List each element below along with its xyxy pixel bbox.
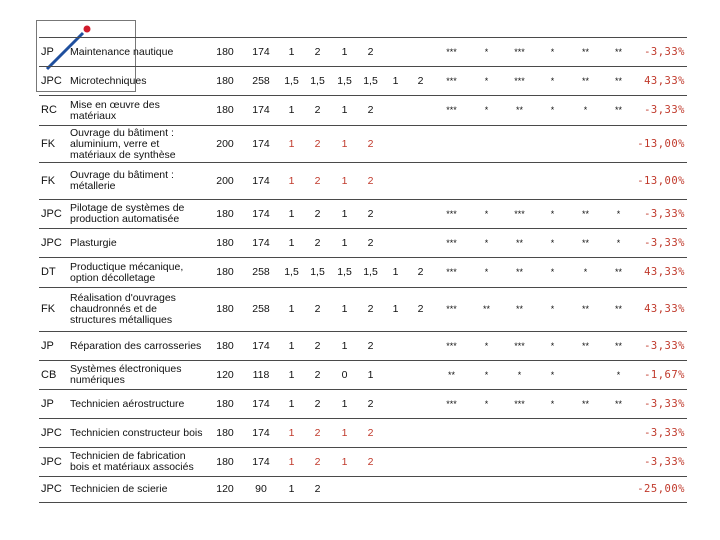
row-rating-2 xyxy=(470,419,503,448)
row-coef-3: 1 xyxy=(331,229,358,258)
row-rating-1 xyxy=(433,126,470,163)
row-rating-6: * xyxy=(602,229,635,258)
row-coef-1: 1 xyxy=(279,448,304,477)
row-rating-2: * xyxy=(470,361,503,390)
row-name: Technicien constructeur bois xyxy=(70,419,207,448)
row-rating-2: * xyxy=(470,229,503,258)
row-coef-1: 1 xyxy=(279,332,304,361)
row-rating-5 xyxy=(569,448,602,477)
row-coef-2: 2 xyxy=(304,332,331,361)
row-rating-6: ** xyxy=(602,96,635,126)
row-coef-4: 2 xyxy=(358,96,383,126)
row-name: Maintenance nautique xyxy=(70,38,207,67)
row-rating-2: * xyxy=(470,258,503,288)
table-body xyxy=(39,38,687,503)
table-row xyxy=(39,288,687,332)
row-rating-4 xyxy=(536,477,569,503)
row-coef-1: 1 xyxy=(279,419,304,448)
row-rating-3 xyxy=(503,126,536,163)
table-row xyxy=(39,163,687,200)
row-percent-change: 43,33% xyxy=(635,258,687,288)
row-hours-b: 258 xyxy=(243,288,279,332)
row-coef-3: 1 xyxy=(331,163,358,200)
row-code: JPC xyxy=(39,419,70,448)
row-coef-6: 2 xyxy=(408,67,433,96)
row-coef-3: 1,5 xyxy=(331,67,358,96)
row-rating-4: * xyxy=(536,38,569,67)
row-coef-1: 1,5 xyxy=(279,258,304,288)
row-rating-5 xyxy=(569,361,602,390)
row-coef-1: 1 xyxy=(279,229,304,258)
row-rating-4 xyxy=(536,419,569,448)
row-code: JPC xyxy=(39,67,70,96)
row-code: JP xyxy=(39,332,70,361)
row-hours-b: 118 xyxy=(243,361,279,390)
row-rating-5: * xyxy=(569,258,602,288)
row-rating-4: * xyxy=(536,67,569,96)
row-coef-6: 2 xyxy=(408,258,433,288)
row-coef-2: 1,5 xyxy=(304,67,331,96)
row-percent-change: -3,33% xyxy=(635,390,687,419)
row-coef-4: 2 xyxy=(358,332,383,361)
row-coef-1: 1,5 xyxy=(279,67,304,96)
row-coef-1: 1 xyxy=(279,288,304,332)
table-row xyxy=(39,126,687,163)
row-rating-1: *** xyxy=(433,229,470,258)
row-rating-5 xyxy=(569,126,602,163)
row-coef-3: 1 xyxy=(331,419,358,448)
row-coef-1: 1 xyxy=(279,390,304,419)
row-rating-1: *** xyxy=(433,332,470,361)
row-hours-a: 120 xyxy=(207,477,243,503)
row-rating-3: ** xyxy=(503,288,536,332)
row-percent-change: -3,33% xyxy=(635,332,687,361)
row-percent-change: -3,33% xyxy=(635,96,687,126)
row-rating-6: ** xyxy=(602,390,635,419)
row-coef-3: 1 xyxy=(331,200,358,229)
row-name: Mise en œuvre des matériaux xyxy=(70,96,207,126)
row-coef-6 xyxy=(408,126,433,163)
row-name: Technicien de scierie xyxy=(70,477,207,503)
row-rating-4 xyxy=(536,126,569,163)
row-rating-3: *** xyxy=(503,200,536,229)
row-percent-change: 43,33% xyxy=(635,288,687,332)
row-rating-5: ** xyxy=(569,200,602,229)
row-rating-1: *** xyxy=(433,288,470,332)
row-code: JPC xyxy=(39,448,70,477)
row-coef-3: 1 xyxy=(331,288,358,332)
row-coef-6 xyxy=(408,390,433,419)
row-rating-3: ** xyxy=(503,229,536,258)
row-name: Technicien aérostructure xyxy=(70,390,207,419)
row-rating-2 xyxy=(470,477,503,503)
row-coef-2: 2 xyxy=(304,390,331,419)
row-percent-change: -3,33% xyxy=(635,200,687,229)
row-coef-3: 1,5 xyxy=(331,258,358,288)
row-coef-4: 1,5 xyxy=(358,258,383,288)
row-rating-1: *** xyxy=(433,200,470,229)
row-coef-2: 2 xyxy=(304,288,331,332)
row-coef-1: 1 xyxy=(279,126,304,163)
row-coef-2: 2 xyxy=(304,126,331,163)
row-percent-change: -3,33% xyxy=(635,419,687,448)
row-coef-6 xyxy=(408,163,433,200)
row-hours-a: 180 xyxy=(207,229,243,258)
row-rating-6: ** xyxy=(602,38,635,67)
row-rating-1: *** xyxy=(433,38,470,67)
row-code: FK xyxy=(39,288,70,332)
row-rating-6 xyxy=(602,126,635,163)
table-row xyxy=(39,477,687,503)
row-rating-6: * xyxy=(602,200,635,229)
row-code: CB xyxy=(39,361,70,390)
row-coef-5 xyxy=(383,126,408,163)
row-hours-b: 90 xyxy=(243,477,279,503)
table-row xyxy=(39,419,687,448)
row-hours-a: 180 xyxy=(207,200,243,229)
row-rating-4: * xyxy=(536,288,569,332)
row-rating-1 xyxy=(433,163,470,200)
row-hours-b: 174 xyxy=(243,390,279,419)
row-coef-1: 1 xyxy=(279,96,304,126)
row-hours-a: 200 xyxy=(207,126,243,163)
row-coef-4: 2 xyxy=(358,200,383,229)
row-coef-4: 1,5 xyxy=(358,67,383,96)
row-rating-4: * xyxy=(536,361,569,390)
row-hours-b: 174 xyxy=(243,229,279,258)
row-percent-change: -3,33% xyxy=(635,229,687,258)
row-rating-5: ** xyxy=(569,332,602,361)
row-percent-change: -1,67% xyxy=(635,361,687,390)
row-rating-3: *** xyxy=(503,332,536,361)
row-rating-1: *** xyxy=(433,258,470,288)
row-name: Productique mécanique, option décolletage xyxy=(70,258,207,288)
row-coef-6 xyxy=(408,200,433,229)
row-coef-6 xyxy=(408,419,433,448)
row-hours-a: 180 xyxy=(207,96,243,126)
row-rating-1 xyxy=(433,477,470,503)
row-coef-4: 2 xyxy=(358,126,383,163)
table-row xyxy=(39,67,687,96)
row-rating-3: *** xyxy=(503,67,536,96)
row-coef-1: 1 xyxy=(279,477,304,503)
row-percent-change: -13,00% xyxy=(635,163,687,200)
row-coef-4: 1 xyxy=(358,361,383,390)
row-rating-1: *** xyxy=(433,390,470,419)
row-rating-3: ** xyxy=(503,96,536,126)
row-coef-4: 2 xyxy=(358,163,383,200)
row-rating-2: * xyxy=(470,67,503,96)
row-rating-6 xyxy=(602,477,635,503)
row-rating-5: ** xyxy=(569,288,602,332)
row-hours-a: 180 xyxy=(207,38,243,67)
row-rating-3 xyxy=(503,448,536,477)
row-rating-5 xyxy=(569,163,602,200)
row-rating-2: * xyxy=(470,200,503,229)
row-rating-3: *** xyxy=(503,38,536,67)
row-rating-3: * xyxy=(503,361,536,390)
table-row xyxy=(39,96,687,126)
row-coef-2: 2 xyxy=(304,419,331,448)
row-coef-1: 1 xyxy=(279,200,304,229)
row-hours-b: 258 xyxy=(243,67,279,96)
row-coef-5 xyxy=(383,448,408,477)
row-coef-6 xyxy=(408,38,433,67)
row-name: Ouvrage du bâtiment : métallerie xyxy=(70,163,207,200)
row-rating-4 xyxy=(536,163,569,200)
row-coef-5: 1 xyxy=(383,288,408,332)
row-coef-6 xyxy=(408,448,433,477)
row-rating-5 xyxy=(569,419,602,448)
row-hours-a: 180 xyxy=(207,67,243,96)
row-rating-4: * xyxy=(536,96,569,126)
row-rating-5: ** xyxy=(569,229,602,258)
row-coef-3: 1 xyxy=(331,126,358,163)
row-rating-4: * xyxy=(536,332,569,361)
row-rating-1 xyxy=(433,419,470,448)
row-code: JPC xyxy=(39,200,70,229)
row-rating-1: *** xyxy=(433,67,470,96)
row-coef-2: 2 xyxy=(304,477,331,503)
row-coef-2: 2 xyxy=(304,361,331,390)
row-hours-a: 180 xyxy=(207,448,243,477)
row-coef-1: 1 xyxy=(279,38,304,67)
row-coef-2: 2 xyxy=(304,163,331,200)
row-code: JPC xyxy=(39,477,70,503)
row-rating-6: ** xyxy=(602,67,635,96)
row-coef-4: 2 xyxy=(358,419,383,448)
row-code: RC xyxy=(39,96,70,126)
row-name: Réparation des carrosseries xyxy=(70,332,207,361)
row-rating-6 xyxy=(602,419,635,448)
row-coef-4: 2 xyxy=(358,288,383,332)
row-coef-2: 2 xyxy=(304,96,331,126)
row-hours-a: 120 xyxy=(207,361,243,390)
table-row xyxy=(39,448,687,477)
row-coef-5: 1 xyxy=(383,67,408,96)
diplomas-table xyxy=(39,37,687,503)
row-hours-b: 174 xyxy=(243,96,279,126)
row-coef-5 xyxy=(383,332,408,361)
row-hours-a: 180 xyxy=(207,332,243,361)
row-hours-b: 174 xyxy=(243,163,279,200)
row-code: FK xyxy=(39,163,70,200)
row-rating-6: ** xyxy=(602,258,635,288)
row-rating-4: * xyxy=(536,258,569,288)
row-coef-5 xyxy=(383,163,408,200)
row-percent-change: -3,33% xyxy=(635,448,687,477)
row-coef-3: 1 xyxy=(331,38,358,67)
row-hours-a: 200 xyxy=(207,163,243,200)
table-row xyxy=(39,200,687,229)
row-hours-a: 180 xyxy=(207,258,243,288)
row-code: DT xyxy=(39,258,70,288)
row-coef-6: 2 xyxy=(408,288,433,332)
row-rating-5: ** xyxy=(569,390,602,419)
row-rating-6: ** xyxy=(602,288,635,332)
row-rating-5: ** xyxy=(569,38,602,67)
row-coef-5 xyxy=(383,419,408,448)
table-row xyxy=(39,332,687,361)
row-name: Systèmes électroniques numériques xyxy=(70,361,207,390)
row-name: Pilotage de systèmes de production automatisée xyxy=(70,200,207,229)
row-coef-5 xyxy=(383,477,408,503)
row-rating-2: * xyxy=(470,390,503,419)
row-rating-1: *** xyxy=(433,96,470,126)
row-percent-change: -3,33% xyxy=(635,38,687,67)
row-rating-2: ** xyxy=(470,288,503,332)
table-row xyxy=(39,390,687,419)
table-row xyxy=(39,258,687,288)
row-coef-1: 1 xyxy=(279,361,304,390)
row-coef-6 xyxy=(408,477,433,503)
row-name: Réalisation d'ouvrages chaudronnés et de structures métalliques xyxy=(70,288,207,332)
row-rating-3: ** xyxy=(503,258,536,288)
row-hours-b: 174 xyxy=(243,419,279,448)
row-rating-3 xyxy=(503,163,536,200)
row-rating-3 xyxy=(503,419,536,448)
row-rating-2 xyxy=(470,448,503,477)
row-rating-6: * xyxy=(602,361,635,390)
row-coef-4: 2 xyxy=(358,38,383,67)
row-rating-2: * xyxy=(470,332,503,361)
row-rating-4: * xyxy=(536,200,569,229)
row-name: Technicien de fabrication bois et matériaux associés xyxy=(70,448,207,477)
row-code: FK xyxy=(39,126,70,163)
row-code: JPC xyxy=(39,229,70,258)
row-percent-change: -25,00% xyxy=(635,477,687,503)
row-coef-3: 1 xyxy=(331,332,358,361)
row-coef-5: 1 xyxy=(383,258,408,288)
row-coef-5 xyxy=(383,200,408,229)
row-coef-5 xyxy=(383,96,408,126)
row-rating-6 xyxy=(602,448,635,477)
row-coef-2: 2 xyxy=(304,448,331,477)
table-row xyxy=(39,361,687,390)
row-hours-a: 180 xyxy=(207,288,243,332)
row-coef-4 xyxy=(358,477,383,503)
row-coef-3: 1 xyxy=(331,448,358,477)
row-hours-b: 174 xyxy=(243,332,279,361)
row-rating-6: ** xyxy=(602,332,635,361)
row-rating-5: ** xyxy=(569,67,602,96)
row-rating-2 xyxy=(470,126,503,163)
row-coef-4: 2 xyxy=(358,448,383,477)
row-coef-3 xyxy=(331,477,358,503)
row-hours-a: 180 xyxy=(207,390,243,419)
row-rating-4: * xyxy=(536,229,569,258)
row-hours-a: 180 xyxy=(207,419,243,448)
table-row xyxy=(39,38,687,67)
row-hours-b: 174 xyxy=(243,38,279,67)
row-name: Microtechniques xyxy=(70,67,207,96)
row-hours-b: 174 xyxy=(243,448,279,477)
row-coef-5 xyxy=(383,390,408,419)
row-coef-3: 1 xyxy=(331,96,358,126)
row-rating-5: * xyxy=(569,96,602,126)
row-coef-2: 2 xyxy=(304,200,331,229)
row-hours-b: 174 xyxy=(243,200,279,229)
row-rating-1 xyxy=(433,448,470,477)
table-row xyxy=(39,229,687,258)
row-rating-3 xyxy=(503,477,536,503)
row-coef-3: 0 xyxy=(331,361,358,390)
row-coef-6 xyxy=(408,361,433,390)
row-rating-2: * xyxy=(470,38,503,67)
row-percent-change: 43,33% xyxy=(635,67,687,96)
row-coef-3: 1 xyxy=(331,390,358,419)
row-rating-2: * xyxy=(470,96,503,126)
row-name: Plasturgie xyxy=(70,229,207,258)
row-code: JP xyxy=(39,390,70,419)
row-coef-2: 2 xyxy=(304,38,331,67)
row-code: JP xyxy=(39,38,70,67)
row-coef-6 xyxy=(408,332,433,361)
row-coef-4: 2 xyxy=(358,390,383,419)
row-coef-1: 1 xyxy=(279,163,304,200)
row-coef-6 xyxy=(408,96,433,126)
row-rating-5 xyxy=(569,477,602,503)
row-percent-change: -13,00% xyxy=(635,126,687,163)
row-rating-2 xyxy=(470,163,503,200)
row-rating-4: * xyxy=(536,390,569,419)
row-rating-1: ** xyxy=(433,361,470,390)
row-rating-6 xyxy=(602,163,635,200)
row-hours-b: 258 xyxy=(243,258,279,288)
row-rating-3: *** xyxy=(503,390,536,419)
row-coef-5 xyxy=(383,229,408,258)
row-coef-6 xyxy=(408,229,433,258)
row-coef-2: 2 xyxy=(304,229,331,258)
row-coef-5 xyxy=(383,361,408,390)
row-name: Ouvrage du bâtiment : aluminium, verre et matériaux de synthèse xyxy=(70,126,207,163)
row-coef-5 xyxy=(383,38,408,67)
row-coef-2: 1,5 xyxy=(304,258,331,288)
row-hours-b: 174 xyxy=(243,126,279,163)
row-coef-4: 2 xyxy=(358,229,383,258)
row-rating-4 xyxy=(536,448,569,477)
